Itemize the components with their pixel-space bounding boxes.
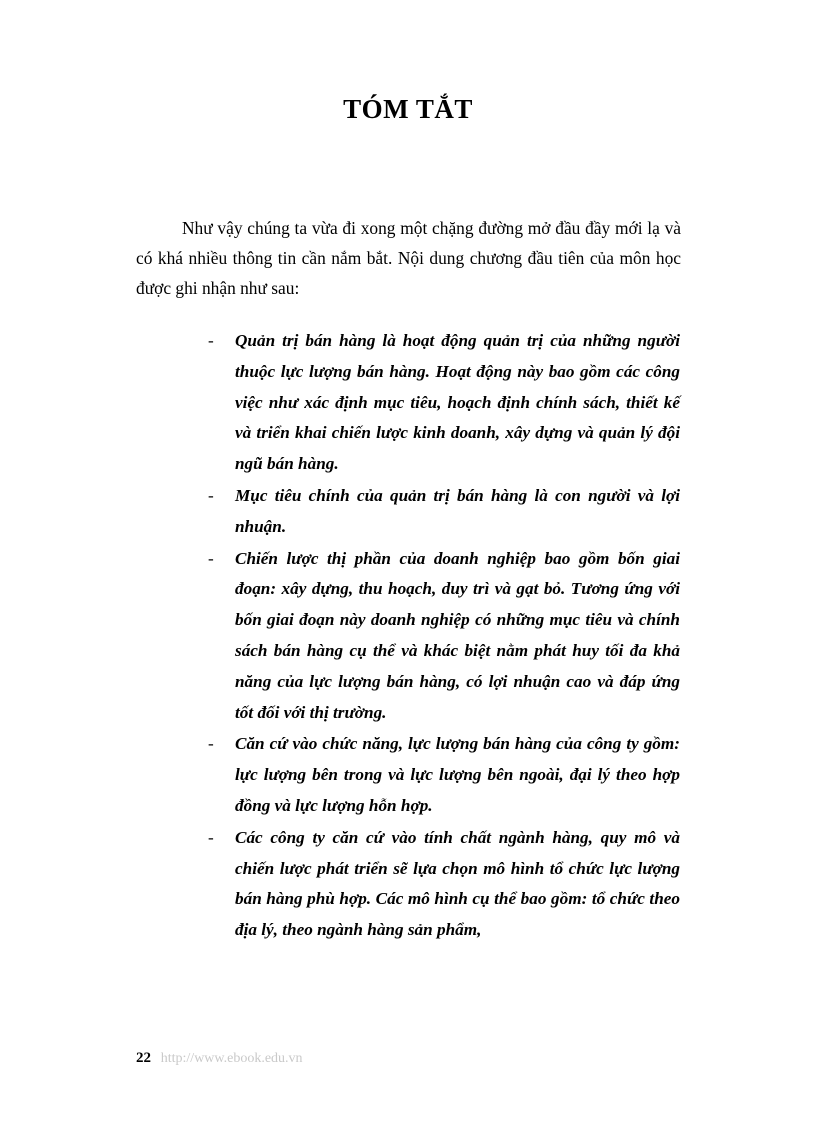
list-item-text: Căn cứ vào chức năng, lực lượng bán hàng của công ty gồm: lực lượng bên trong và lực lượng bên ngoài, đại lý theo hợp đồng và lực lượng hỗn hợp. — [235, 734, 680, 815]
bullet-dash: - — [208, 734, 214, 754]
list-item — [208, 823, 680, 946]
bullet-dash: - — [208, 331, 214, 350]
list-item-text: Chiến lược thị phần của doanh nghiệp bao gồm bốn giai đoạn: xây dựng, thu hoạch, duy trì và gạt bỏ. Tương ứng với bốn giai đoạn này doanh nghiệp có những mục tiêu và chính sách bán hàng cụ thể và khác biệt nằm phát huy tối đa khả năng của lực lượng bán hàng, có lợi nhuận cao và đáp ứng tốt đối với thị trường. — [235, 548, 680, 722]
bullet-dash: - — [208, 548, 214, 568]
list-item-text: Các công ty căn cứ vào tính chất ngành hàng, quy mô và chiến lược phát triển sẽ lựa chọn mô hình tổ chức lực lượng bán hàng phù hợp. Các mô hình cụ thể bao gồm: tổ chức theo địa lý, theo ngành hàng sản phẩm, — [235, 827, 680, 940]
list-item-text: Quản trị bán hàng là hoạt động quản trị của những người thuộc lực lượng bán hàng. Hoạt động này bao gồm các công việc như xác định mục tiêu, hoạch định chính sách, thiết kế và triển khai chiến lược kinh doanh, xây dựng và quản lý đội ngũ bán hàng. — [235, 331, 680, 474]
intro-paragraph: Như vậy chúng ta vừa đi xong một chặng đường mở đầu đầy mới lạ và có khá nhiều thông tin cần nắm bắt. Nội dung chương đầu tiên của môn học được ghi nhận như sau: — [136, 218, 681, 298]
list-item — [208, 544, 680, 729]
bullet-dash: - — [208, 485, 214, 505]
list-item — [208, 729, 680, 821]
page-title: TÓM TẮT — [343, 94, 473, 124]
page-number: 22 — [136, 1050, 151, 1066]
footer-url: http://www.ebook.edu.vn — [160, 1051, 303, 1066]
list-item-text: Mục tiêu chính của quản trị bán hàng là con người và lợi nhuận. — [235, 485, 680, 536]
bullet-dash: - — [208, 827, 214, 847]
list-item — [208, 326, 680, 480]
list-item — [208, 481, 680, 543]
summary-list — [208, 326, 680, 947]
page-footer — [136, 1050, 303, 1067]
